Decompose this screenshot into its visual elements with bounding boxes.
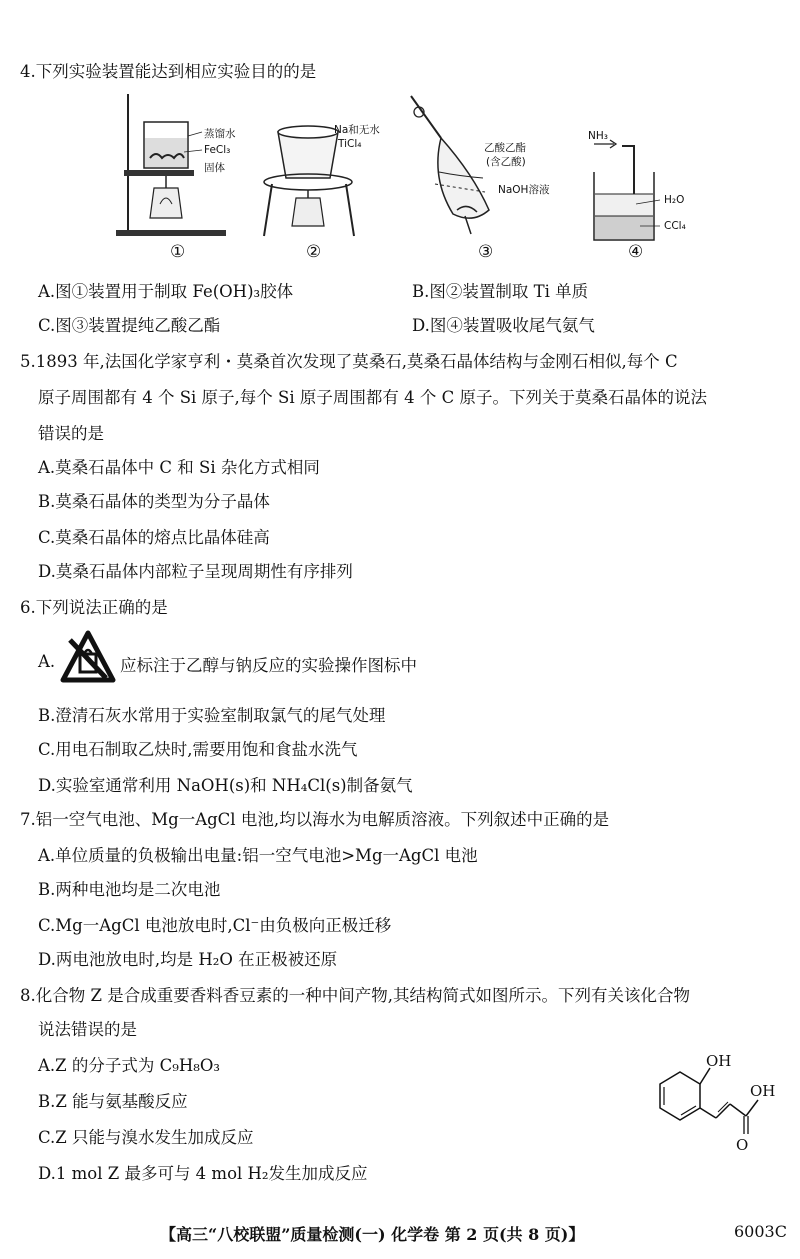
compound-z-structure <box>650 1060 780 1150</box>
fig1-number: ① <box>170 242 186 262</box>
q6-option-a-text: 应标注于乙醇与钠反应的实验操作图标中 <box>120 656 417 675</box>
q5-option-b: B.莫桑石晶体的类型为分子晶体 <box>38 492 270 511</box>
q8-option-d: D.1 mol Z 最多可与 4 mol H₂发生加成反应 <box>38 1164 368 1183</box>
struct-o-carbonyl: O <box>736 1136 749 1154</box>
q8-option-a: A.Z 的分子式为 C₉H₈O₃ <box>38 1056 220 1075</box>
fig4-number: ④ <box>628 242 644 262</box>
fig1-solid2-label: 固体 <box>204 162 225 174</box>
exam-code: 6003C <box>734 1222 787 1241</box>
q7-option-a: A.单位质量的负极输出电量:铝一空气电池>Mg一AgCl 电池 <box>38 846 478 865</box>
fig3-label1: 乙酸乙酯 <box>484 142 526 154</box>
fig3-number: ③ <box>478 242 494 262</box>
fig4-gas-label: NH₃ <box>588 130 608 142</box>
q7-option-c: C.Mg一AgCl 电池放电时,Cl⁻由负极向正极迁移 <box>38 916 392 935</box>
fig2-label1: Na和无水 <box>334 124 380 136</box>
q6-option-d: D.实验室通常利用 NaOH(s)和 NH₄Cl(s)制备氨气 <box>38 776 413 795</box>
q4-option-b: B.图②装置制取 Ti 单质 <box>412 282 589 301</box>
q4-stem: 4.下列实验装置能达到相应实验目的的是 <box>20 62 317 81</box>
fig1-water-label: 蒸馏水 <box>204 128 236 140</box>
q5-option-a: A.莫桑石晶体中 C 和 Si 杂化方式相同 <box>38 458 320 477</box>
struct-oh-phenol: OH <box>706 1052 732 1070</box>
fig4-lower-label: CCl₄ <box>664 220 686 232</box>
q7-stem: 7.铝一空气电池、Mg一AgCl 电池,均以海水为电解质溶液。下列叙述中正确的是 <box>20 810 610 829</box>
q4-option-c: C.图③装置提纯乙酸乙酯 <box>38 316 221 335</box>
fig1-solid-label: FeCl₃ <box>204 144 231 156</box>
q4-option-a: A.图①装置用于制取 Fe(OH)₃胶体 <box>38 282 294 301</box>
q8-stem-line1: 8.化合物 Z 是合成重要香料香豆素的一种中间产物,其结构简式如图所示。下列有关该化合物 <box>20 986 690 1005</box>
q5-stem-line3: 错误的是 <box>38 424 104 443</box>
figure-4-gas-absorption-beaker <box>588 138 668 242</box>
q5-option-c: C.莫桑石晶体的熔点比晶体硅高 <box>38 528 270 547</box>
q6-option-c: C.用电石制取乙炔时,需要用饱和食盐水洗气 <box>38 740 358 759</box>
q8-option-c: C.Z 只能与溴水发生加成反应 <box>38 1128 254 1147</box>
fig2-number: ② <box>306 242 322 262</box>
struct-oh-acid: OH <box>750 1082 776 1100</box>
q6-option-b: B.澄清石灰水常用于实验室制取氯气的尾气处理 <box>38 706 386 725</box>
q4-option-d: D.图④装置吸收尾气氨气 <box>412 316 595 335</box>
q8-stem-line2: 说法错误的是 <box>38 1020 137 1039</box>
q8-option-b: B.Z 能与氨基酸反应 <box>38 1092 188 1111</box>
q5-stem-line2: 原子周围都有 4 个 Si 原子,每个 Si 原子周围都有 4 个 C 原子。下列关于莫桑石晶体的说法 <box>38 388 707 407</box>
page-footer: 【高三“八校联盟”质量检测(一) 化学卷 第 2 页(共 8 页)】 <box>160 1225 585 1244</box>
q7-option-d: D.两电池放电时,均是 H₂O 在正极被还原 <box>38 950 338 969</box>
no-fire-warning-icon <box>60 630 116 684</box>
q5-stem-line1: 5.1893 年,法国化学家亨利・莫桑首次发现了莫桑石,莫桑石晶体结构与金刚石相似,每个 C <box>20 352 678 371</box>
fig3-label3: NaOH溶液 <box>498 184 550 196</box>
q6-option-a-prefix: A. <box>38 652 56 671</box>
q6-stem: 6.下列说法正确的是 <box>20 598 168 617</box>
q7-option-b: B.两种电池均是二次电池 <box>38 880 221 899</box>
fig4-upper-label: H₂O <box>664 194 685 206</box>
figure-1-heating-beaker <box>110 92 260 240</box>
q5-option-d: D.莫桑石晶体内部粒子呈现周期性有序排列 <box>38 562 353 581</box>
fig2-label2: TiCl₄ <box>338 138 362 150</box>
fig3-label2: (含乙酸) <box>486 156 526 168</box>
